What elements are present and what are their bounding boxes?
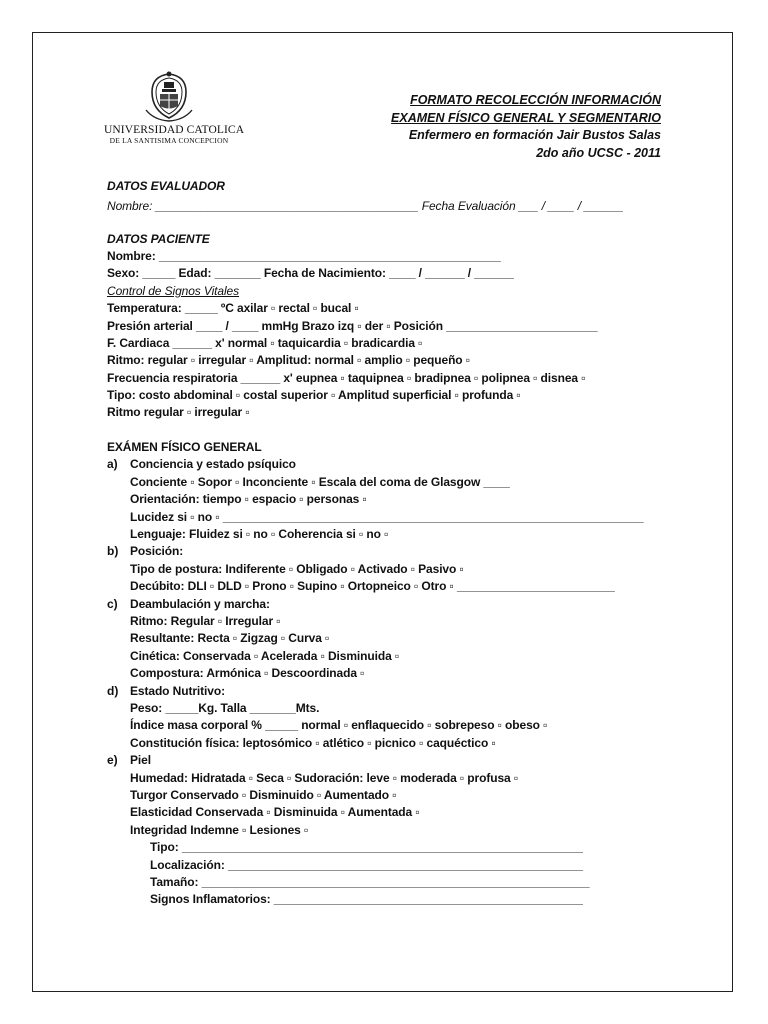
- section-marker-b: b): [107, 544, 119, 558]
- university-logo: [104, 70, 245, 145]
- section-marker-d: d): [107, 684, 119, 698]
- section-marker-e: e): [107, 753, 118, 767]
- signos-vitales-heading: Control de Signos Vitales: [107, 284, 240, 298]
- university-seal-icon: [144, 70, 194, 122]
- paciente-heading: DATOS PACIENTE: [107, 232, 210, 246]
- constitucion-field[interactable]: Constitución física: leptosómico ▫ atlético ▫ picnico ▫ caquéctico ▫: [130, 736, 496, 750]
- lesion-tamano-field[interactable]: Tamaño: ___________________________________________________________: [150, 875, 590, 889]
- compostura-field[interactable]: Compostura: Armónica ▫ Descoordinada ▫: [130, 666, 365, 680]
- examen-heading: EXÁMEN FÍSICO GENERAL: [107, 440, 262, 454]
- temperatura-field[interactable]: Temperatura: _____ ºC axilar ▫ rectal ▫ bucal ▫: [107, 301, 359, 315]
- ritmo-respiratorio-field[interactable]: Ritmo regular ▫ irregular ▫: [107, 405, 250, 419]
- evaluador-nombre-field[interactable]: Nombre: ________________________________________ Fecha Evaluación ___ / ____ / ______: [107, 199, 624, 213]
- tipo-postura-field[interactable]: Tipo de postura: Indiferente ▫ Obligado ▫ Activado ▫ Pasivo ▫: [130, 562, 464, 576]
- paciente-nombre-field[interactable]: Nombre: ____________________________________________________: [107, 249, 501, 263]
- university-name: UNIVERSIDAD CATOLICA: [104, 124, 245, 136]
- peso-talla-field[interactable]: Peso: _____Kg. Talla _______Mts.: [130, 701, 320, 715]
- section-title-nutritivo: Estado Nutritivo:: [130, 684, 225, 698]
- frecuencia-cardiaca-field[interactable]: F. Cardiaca ______ x' normal ▫ taquicardia ▫ bradicardia ▫: [107, 336, 423, 350]
- resultante-field[interactable]: Resultante: Recta ▫ Zigzag ▫ Curva ▫: [130, 631, 330, 645]
- cinetica-field[interactable]: Cinética: Conservada ▫ Acelerada ▫ Disminuida ▫: [130, 649, 400, 663]
- imc-field[interactable]: Índice masa corporal % _____ normal ▫ enflaquecido ▫ sobrepeso ▫ obeso ▫: [130, 718, 548, 732]
- course-line: 2do año UCSC - 2011: [536, 145, 661, 160]
- tipo-respiracion-field[interactable]: Tipo: costo abdominal ▫ costal superior ▫ Amplitud superficial ▫ profunda ▫: [107, 388, 521, 402]
- lenguaje-field[interactable]: Lenguaje: Fluidez si ▫ no ▫ Coherencia si ▫ no ▫: [130, 527, 389, 541]
- author-line: Enfermero en formación Jair Bustos Salas: [408, 128, 661, 142]
- frecuencia-respiratoria-field[interactable]: Frecuencia respiratoria ______ x' eupnea ▫ taquipnea ▫ bradipnea ▫ polipnea ▫ disnea ▫: [107, 371, 586, 385]
- university-subname: DE LA SANTISIMA CONCEPCION: [109, 136, 229, 145]
- ritmo-amplitud-field[interactable]: Ritmo: regular ▫ irregular ▫ Amplitud: normal ▫ amplio ▫ pequeño ▫: [107, 353, 470, 367]
- lesion-localizacion-field[interactable]: Localización: ______________________________________________________: [150, 858, 583, 872]
- humedad-field[interactable]: Humedad: Hidratada ▫ Seca ▫ Sudoración: leve ▫ moderada ▫ profusa ▫: [130, 771, 518, 785]
- section-marker-a: a): [107, 457, 118, 471]
- integridad-field[interactable]: Integridad Indemne ▫ Lesiones ▫: [130, 823, 309, 837]
- section-title-conciencia: Conciencia y estado psíquico: [130, 457, 296, 471]
- orientacion-field[interactable]: Orientación: tiempo ▫ espacio ▫ personas ▫: [130, 492, 367, 506]
- section-marker-c: c): [107, 597, 118, 611]
- turgor-field[interactable]: Turgor Conservado ▫ Disminuido ▫ Aumentado ▫: [130, 788, 397, 802]
- evaluador-heading: DATOS EVALUADOR: [107, 179, 225, 193]
- elasticidad-field[interactable]: Elasticidad Conservada ▫ Disminuida ▫ Aumentada ▫: [130, 805, 420, 819]
- title-line-2: EXAMEN FÍSICO GENERAL Y SEGMENTARIO: [391, 110, 661, 125]
- document-header: [391, 92, 661, 162]
- conciencia-field[interactable]: Conciente ▫ Sopor ▫ Inconciente ▫ Escala del coma de Glasgow ____: [130, 475, 510, 489]
- section-title-piel: Piel: [130, 753, 151, 767]
- lesion-tipo-field[interactable]: Tipo: _____________________________________________________________: [150, 840, 583, 854]
- lucidez-field[interactable]: Lucidez si ▫ no ▫ ________________________________________________________________: [130, 510, 644, 524]
- title-line-1: FORMATO RECOLECCIÓN INFORMACIÓN: [410, 93, 661, 107]
- paciente-sexo-edad-field[interactable]: Sexo: _____ Edad: _______ Fecha de Nacimiento: ____ / ______ / ______: [107, 266, 514, 280]
- decubito-field[interactable]: Decúbito: DLI ▫ DLD ▫ Prono ▫ Supino ▫ Ortopneico ▫ Otro ▫ ________________________: [130, 579, 615, 593]
- section-title-posicion: Posición:: [130, 544, 184, 558]
- section-title-deambulacion: Deambulación y marcha:: [130, 597, 270, 611]
- presion-arterial-field[interactable]: Presión arterial ____ / ____ mmHg Brazo izq ▫ der ▫ Posición _______________________: [107, 319, 598, 333]
- ritmo-marcha-field[interactable]: Ritmo: Regular ▫ Irregular ▫: [130, 614, 281, 628]
- signos-inflamatorios-field[interactable]: Signos Inflamatorios: _______________________________________________: [150, 892, 583, 906]
